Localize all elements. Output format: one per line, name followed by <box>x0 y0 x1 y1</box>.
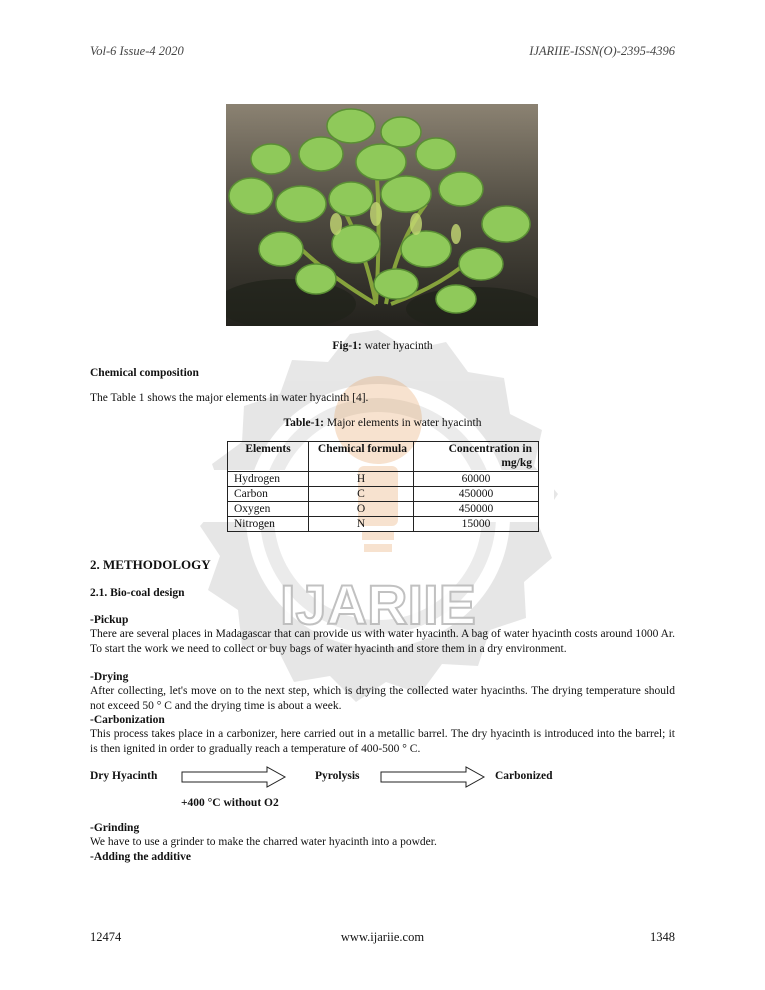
footer-website: www.ijariie.com <box>340 930 425 944</box>
table-cell: 15000 <box>414 517 539 532</box>
figure-caption-text: water hyacinth <box>364 340 433 352</box>
flow-step-dry-hyacinth: Dry Hyacinth <box>90 770 158 782</box>
table-caption-text: Major elements in water hyacinth <box>326 417 482 429</box>
table-cell: H <box>309 472 414 487</box>
journal-volume: Vol-6 Issue-4 2020 <box>90 44 184 58</box>
table-cell: Nitrogen <box>228 517 309 532</box>
flow-step-carbonized: Carbonized <box>495 770 553 782</box>
section-heading-chemical-composition: Chemical composition <box>90 367 199 379</box>
carbonization-title: -Carbonization <box>90 714 165 726</box>
elements-table <box>227 441 539 532</box>
flow-arrow-icon <box>181 766 287 788</box>
flow-step-pyrolysis: Pyrolysis <box>315 770 360 782</box>
figure-label: Fig-1: <box>332 340 362 352</box>
figure-caption <box>0 340 765 352</box>
water-hyacinth-photo <box>226 104 538 326</box>
table-header-cell: Chemical formula <box>309 442 414 472</box>
table-header-row <box>228 442 539 472</box>
pickup-paragraph: There are several places in Madagascar that can provide us with water hyacinth. A bag of water hyacinth costs around 1000 Ar. To start the work we need to collect or buy bags of water hyacinth and store them in a dry environment. <box>90 628 675 655</box>
table-row <box>228 487 539 502</box>
drying-paragraph: After collecting, let's move on to the next step, which is drying the collected water hyacinths. The drying temperature should not exceed 50 ° C and the drying time is about a week. <box>90 685 675 712</box>
footer-paper-id: 12474 <box>90 930 122 944</box>
table-cell: Carbon <box>228 487 309 502</box>
table-cell: 450000 <box>414 502 539 517</box>
table-row <box>228 517 539 532</box>
watermark-text: IJARIIE <box>279 573 477 636</box>
pickup-title: -Pickup <box>90 614 129 626</box>
table-cell: N <box>309 517 414 532</box>
table-header-cell: Elements <box>228 442 309 472</box>
subsection-heading-biocoal: 2.1. Bio-coal design <box>90 587 185 599</box>
table-header-cell: Concentration in mg/kg <box>414 442 539 472</box>
table-label: Table-1: <box>283 417 325 429</box>
table-row <box>228 502 539 517</box>
table-cell: 450000 <box>414 487 539 502</box>
table-cell: O <box>309 502 414 517</box>
footer-page-number: 1348 <box>650 930 675 944</box>
composition-paragraph: The Table 1 shows the major elements in water hyacinth [4]. <box>90 392 369 404</box>
flow-condition: +400 °C without O2 <box>181 797 279 809</box>
table-cell: Oxygen <box>228 502 309 517</box>
grinding-paragraph: We have to use a grinder to make the charred water hyacinth into a powder. <box>90 836 437 848</box>
table-cell: C <box>309 487 414 502</box>
table-row <box>228 472 539 487</box>
table-cell: Hydrogen <box>228 472 309 487</box>
journal-issn: IJARIIE-ISSN(O)-2395-4396 <box>529 44 675 58</box>
table-cell: 60000 <box>414 472 539 487</box>
carbonization-paragraph: This process takes place in a carbonizer, here carried out in a metallic barrel. The dry hyacinth is introduced into the barrel; it is then ignited in order to gradually reach a temperature of 400-500 ° C. <box>90 728 675 755</box>
drying-title: -Drying <box>90 671 129 683</box>
table-caption <box>0 417 765 429</box>
flow-arrow-icon <box>380 766 486 788</box>
section-heading-methodology: 2. METHODOLOGY <box>90 557 211 572</box>
grinding-title: -Grinding <box>90 822 140 834</box>
additive-title: -Adding the additive <box>90 851 191 863</box>
